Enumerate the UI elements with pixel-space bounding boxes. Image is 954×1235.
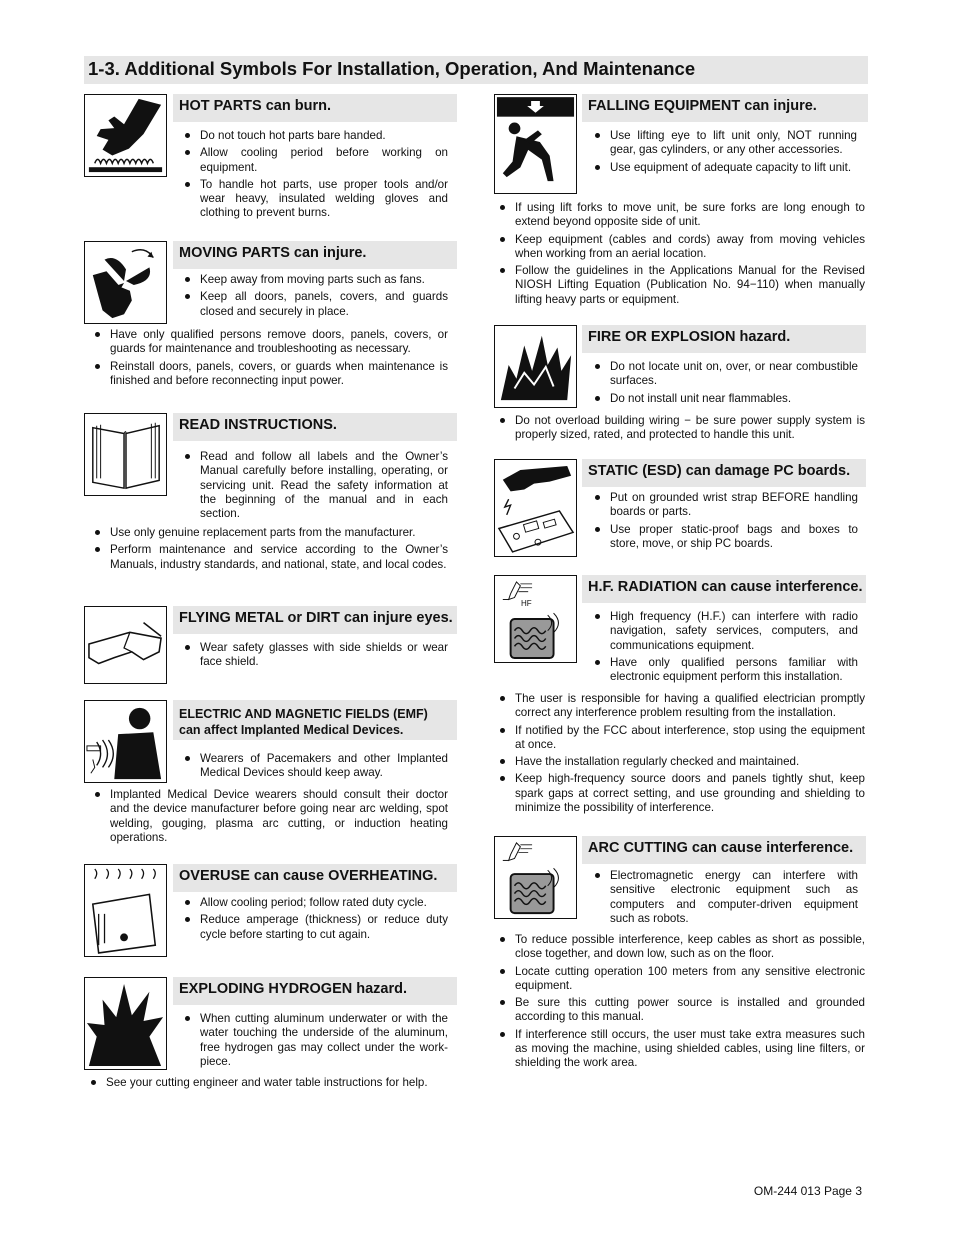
list-item: Use only genuine replacement parts from the manufacturer. <box>93 526 448 540</box>
list-item: To handle hot parts, use proper tools and/or wear heavy, insulated welding gloves and clothing to prevent burns. <box>183 178 448 221</box>
falling-list <box>593 129 857 178</box>
safety-glasses-icon <box>84 606 167 684</box>
emf-heading-line2: can affect Implanted Medical Devices. <box>179 723 404 737</box>
list-item: Allow cooling period; follow rated duty cycle. <box>183 896 448 910</box>
hydrogen-heading: EXPLODING HYDROGEN hazard. <box>173 977 457 1005</box>
list-item: Have only qualified persons familiar with electronic equipment perform this installation. <box>593 656 858 685</box>
list-item: See your cutting engineer and water table instructions for help. <box>89 1076 449 1090</box>
hydrogen-list <box>183 1012 448 1072</box>
list-item: Implanted Medical Device wearers should consult their doctor and the device manufacturer before going near arc welding, spot welding, gouging, plasma arc cutting, or induction heating operations. <box>93 788 448 845</box>
list-item: Electromagnetic energy can interfere with sensitive electronic equipment such as computers and computer-driven equipment such as robots. <box>593 869 858 926</box>
list-item: Keep away from moving parts such as fans. <box>183 273 448 287</box>
emf-heading-line1: ELECTRIC AND MAGNETIC FIELDS (EMF) <box>179 707 428 721</box>
page-footer: OM-244 013 Page 3 <box>753 1184 862 1198</box>
list-item: Reduce amperage (thickness) or reduce duty cycle before starting to cut again. <box>183 913 448 942</box>
read-instructions-list <box>183 450 448 524</box>
list-item: Follow the guidelines in the Applications Manual for the Revised NIOSH Lifting Equation (Publication No. 94−110) when manually lifting heavy parts or equipment. <box>498 264 865 307</box>
list-item: Do not install unit near flammables. <box>593 392 858 406</box>
list-item: The user is responsible for having a qualified electrician promptly correct any interference problem resulting from the installation. <box>498 692 865 721</box>
list-item: Be sure this cutting power source is installed and grounded according to this manual. <box>498 996 865 1025</box>
emf-heading <box>173 700 457 740</box>
list-item: Wearers of Pacemakers and other Implanted Medical Devices should keep away. <box>183 752 448 781</box>
list-item: Do not overload building wiring − be sure power supply system is properly sized, rated, and protected to handle this unit. <box>498 414 865 443</box>
list-item: Use equipment of adequate capacity to lift unit. <box>593 161 857 175</box>
list-item: Have the installation regularly checked and maintained. <box>498 755 865 769</box>
emf-list <box>183 752 448 784</box>
list-item: Do not locate unit on, over, or near combustible surfaces. <box>593 360 858 389</box>
list-item: Have only qualified persons remove doors, panels, covers, or guards for maintenance and troubleshooting as necessary. <box>93 328 448 357</box>
list-item: High frequency (H.F.) can interfere with radio navigation, safety services, computers, and communications equipment. <box>593 610 858 653</box>
fan-hand-icon <box>84 241 167 324</box>
list-item: Read and follow all labels and the Owner’s Manual carefully before installing, operating, or servicing unit. Read the safety information at the beginning of the manual and in each section. <box>183 450 448 521</box>
fire-list <box>593 360 858 409</box>
list-item: If interference still occurs, the user must take extra measures such as moving the machine, using shielded cables, using line filters, or shielding the work area. <box>498 1028 865 1071</box>
arc-list <box>593 869 858 929</box>
list-item: If notified by the FCC about interference, stop using the equipment at once. <box>498 724 865 753</box>
flying-metal-list <box>183 641 448 673</box>
falling-extra-list <box>498 201 865 310</box>
moving-parts-extra-list <box>93 328 448 391</box>
falling-heading: FALLING EQUIPMENT can injure. <box>582 94 868 122</box>
list-item: Keep equipment (cables and cords) away from moving vehicles when working from an aerial location. <box>498 233 865 262</box>
overheating-machine-icon <box>84 864 167 957</box>
hot-parts-heading: HOT PARTS can burn. <box>173 94 457 122</box>
read-instructions-extra-list <box>93 526 448 575</box>
read-instructions-heading: READ INSTRUCTIONS. <box>173 413 457 441</box>
arc-interference-icon <box>494 836 577 919</box>
hf-heading: H.F. RADIATION can cause interference. <box>582 575 866 603</box>
hydrogen-extra-list <box>89 1076 449 1093</box>
overuse-heading: OVERUSE can cause OVERHEATING. <box>173 864 457 892</box>
moving-parts-heading: MOVING PARTS can injure. <box>173 241 457 269</box>
list-item: To reduce possible interference, keep cables as short as possible, close together, and down low, such as on the floor. <box>498 933 865 962</box>
list-item: Do not touch hot parts bare handed. <box>183 129 448 143</box>
list-item: Use lifting eye to lift unit only, NOT running gear, gas cylinders, or any other accessories. <box>593 129 857 158</box>
list-item: Locate cutting operation 100 meters from any sensitive electronic equipment. <box>498 965 865 994</box>
hot-hand-icon <box>84 94 167 177</box>
list-item: Allow cooling period before working on equipment. <box>183 146 448 175</box>
emf-extra-list <box>93 788 448 848</box>
flying-metal-heading: FLYING METAL or DIRT can injure eyes. <box>173 606 457 634</box>
static-list <box>593 491 858 554</box>
list-item: Wear safety glasses with side shields or wear face shield. <box>183 641 448 670</box>
fire-extra-list <box>498 414 865 446</box>
hf-list <box>593 610 858 687</box>
overuse-list <box>183 896 448 945</box>
list-item: Use proper static-proof bags and boxes to store, move, or ship PC boards. <box>593 523 858 552</box>
hot-parts-list <box>183 129 448 224</box>
moving-parts-list <box>183 273 448 322</box>
static-heading: STATIC (ESD) can damage PC boards. <box>582 459 866 487</box>
hf-extra-list <box>498 692 865 818</box>
flames-icon <box>494 325 577 408</box>
fire-heading: FIRE OR EXPLOSION hazard. <box>582 325 866 353</box>
emf-person-icon <box>84 700 167 783</box>
explosion-icon <box>84 977 167 1070</box>
list-item: Perform maintenance and service according to the Owner’s Manuals, industry standards, and national, state, and local codes. <box>93 543 448 572</box>
arc-extra-list <box>498 933 865 1074</box>
list-item: Reinstall doors, panels, covers, or guards when maintenance is finished and before reconnecting input power. <box>93 360 448 389</box>
list-item: When cutting aluminum underwater or with the water touching the underside of the aluminum, free hydrogen gas may collect under the work-piece. <box>183 1012 448 1069</box>
arc-heading: ARC CUTTING can cause interference. <box>582 836 866 864</box>
falling-equipment-icon <box>494 94 577 194</box>
page-title: 1-3. Additional Symbols For Installation, Operation, And Maintenance <box>84 56 868 84</box>
hf-label: HF <box>521 599 532 608</box>
list-item: Put on grounded wrist strap BEFORE handling boards or parts. <box>593 491 858 520</box>
static-pc-board-icon <box>494 459 577 557</box>
list-item: Keep all doors, panels, covers, and guards closed and securely in place. <box>183 290 448 319</box>
hf-radiation-icon <box>494 575 577 663</box>
list-item: Keep high-frequency source doors and panels tightly shut, keep spark gaps at correct setting, and use grounding and shielding to minimize the possibility of interference. <box>498 772 865 815</box>
list-item: If using lift forks to move unit, be sure forks are long enough to extend beyond opposite side of unit. <box>498 201 865 230</box>
open-book-icon <box>84 413 167 496</box>
